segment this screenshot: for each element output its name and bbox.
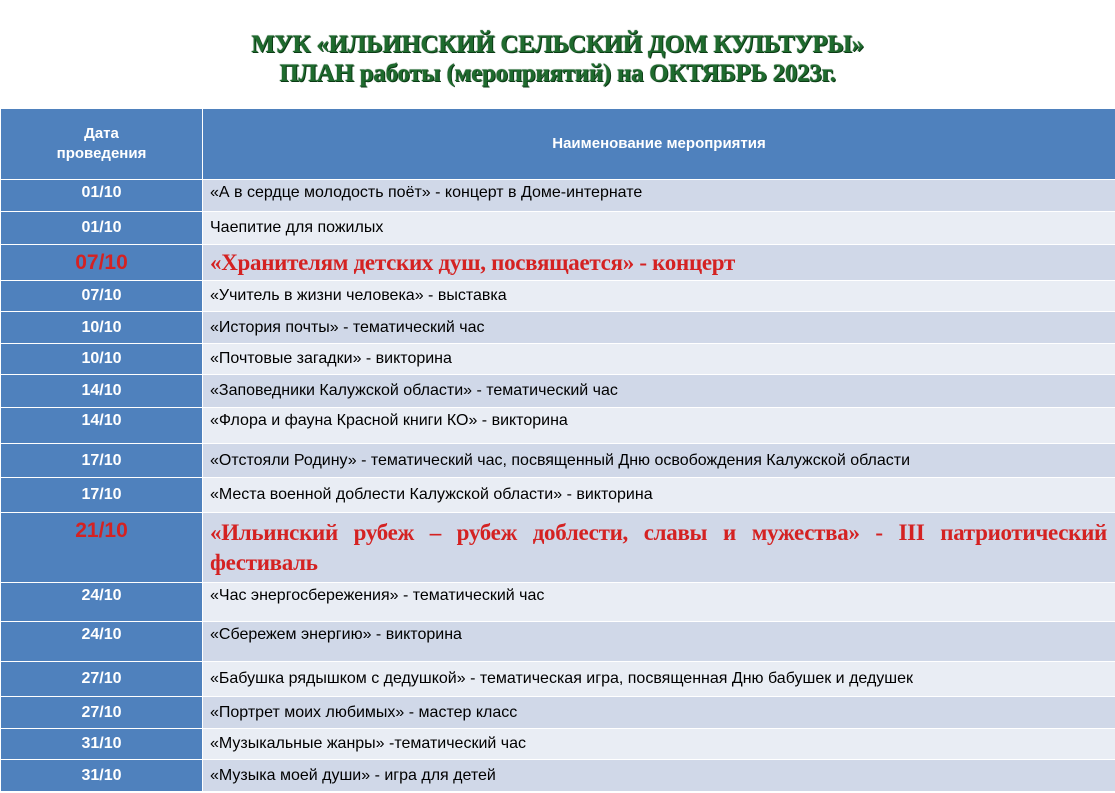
table-row xyxy=(1,344,1115,375)
event-date: 24/10 xyxy=(1,583,203,622)
table-row xyxy=(1,375,1115,408)
table-row xyxy=(1,729,1115,760)
event-date: 07/10 xyxy=(1,245,203,281)
event-name: «Портрет моих любимых» - мастер класс xyxy=(203,697,1115,729)
table-row xyxy=(1,760,1115,792)
event-name: «Музыкальные жанры» -тематический час xyxy=(203,729,1115,760)
event-name: «Заповедники Калужской области» - тематический час xyxy=(203,375,1115,408)
event-name: «Сбережем энергию» - викторина xyxy=(203,622,1115,662)
events-table xyxy=(0,108,1115,792)
event-date: 10/10 xyxy=(1,344,203,375)
table-row xyxy=(1,583,1115,622)
table-row xyxy=(1,478,1115,513)
event-date: 14/10 xyxy=(1,375,203,408)
date-header-line1: Дата xyxy=(84,125,119,142)
date-column-header xyxy=(1,109,203,180)
organization-title: МУК «ИЛЬИНСКИЙ СЕЛЬСКИЙ ДОМ КУЛЬТУРЫ» xyxy=(251,31,864,58)
table-row xyxy=(1,212,1115,245)
event-name: «Учитель в жизни человека» - выставка xyxy=(203,281,1115,312)
event-name: «Час энергосбережения» - тематический час xyxy=(203,583,1115,622)
event-name: «Флора и фауна Красной книги КО» - викторина xyxy=(203,408,1115,444)
table-row xyxy=(1,408,1115,444)
event-name: «История почты» - тематический час xyxy=(203,312,1115,344)
event-date: 17/10 xyxy=(1,444,203,478)
event-name: Чаепитие для пожилых xyxy=(203,212,1115,245)
event-name: «Музыка моей души» - игра для детей xyxy=(203,760,1115,792)
event-date: 10/10 xyxy=(1,312,203,344)
event-name: «А в сердце молодость поёт» - концерт в Доме-интернате xyxy=(203,180,1115,212)
event-name: «Почтовые загадки» - викторина xyxy=(203,344,1115,375)
event-name: «Места военной доблести Калужской области» - викторина xyxy=(203,478,1115,513)
event-date: 27/10 xyxy=(1,662,203,697)
table-row-highlighted xyxy=(1,245,1115,281)
table-row xyxy=(1,281,1115,312)
event-name: «Ильинский рубеж – рубеж доблести, славы и мужества» - III патриотический фестиваль xyxy=(203,513,1115,583)
event-date: 07/10 xyxy=(1,281,203,312)
event-date: 24/10 xyxy=(1,622,203,662)
event-date: 01/10 xyxy=(1,180,203,212)
event-date: 31/10 xyxy=(1,729,203,760)
event-date: 27/10 xyxy=(1,697,203,729)
event-name: «Отстояли Родину» - тематический час, посвященный Дню освобождения Калужской области xyxy=(203,444,1115,478)
date-header-line2: проведения xyxy=(56,145,147,162)
table-row xyxy=(1,180,1115,212)
event-date: 14/10 xyxy=(1,408,203,444)
table-header-row xyxy=(1,109,1115,180)
plan-title: ПЛАН работы (мероприятий) на ОКТЯБРЬ 2023г. xyxy=(279,60,836,87)
event-name: «Хранителям детских душ, посвящается» - концерт xyxy=(203,245,1115,281)
event-date: 21/10 xyxy=(1,513,203,583)
table-row xyxy=(1,697,1115,729)
table-row xyxy=(1,312,1115,344)
table-row xyxy=(1,622,1115,662)
event-date: 01/10 xyxy=(1,212,203,245)
table-row-highlighted xyxy=(1,513,1115,583)
event-date: 17/10 xyxy=(1,478,203,513)
event-name: «Бабушка рядышком с дедушкой» - тематическая игра, посвященная Дню бабушек и дедушек xyxy=(203,662,1115,697)
table-row xyxy=(1,662,1115,697)
name-column-header: Наименование мероприятия xyxy=(203,109,1115,180)
event-date: 31/10 xyxy=(1,760,203,792)
table-row xyxy=(1,444,1115,478)
page-header xyxy=(0,0,1115,108)
